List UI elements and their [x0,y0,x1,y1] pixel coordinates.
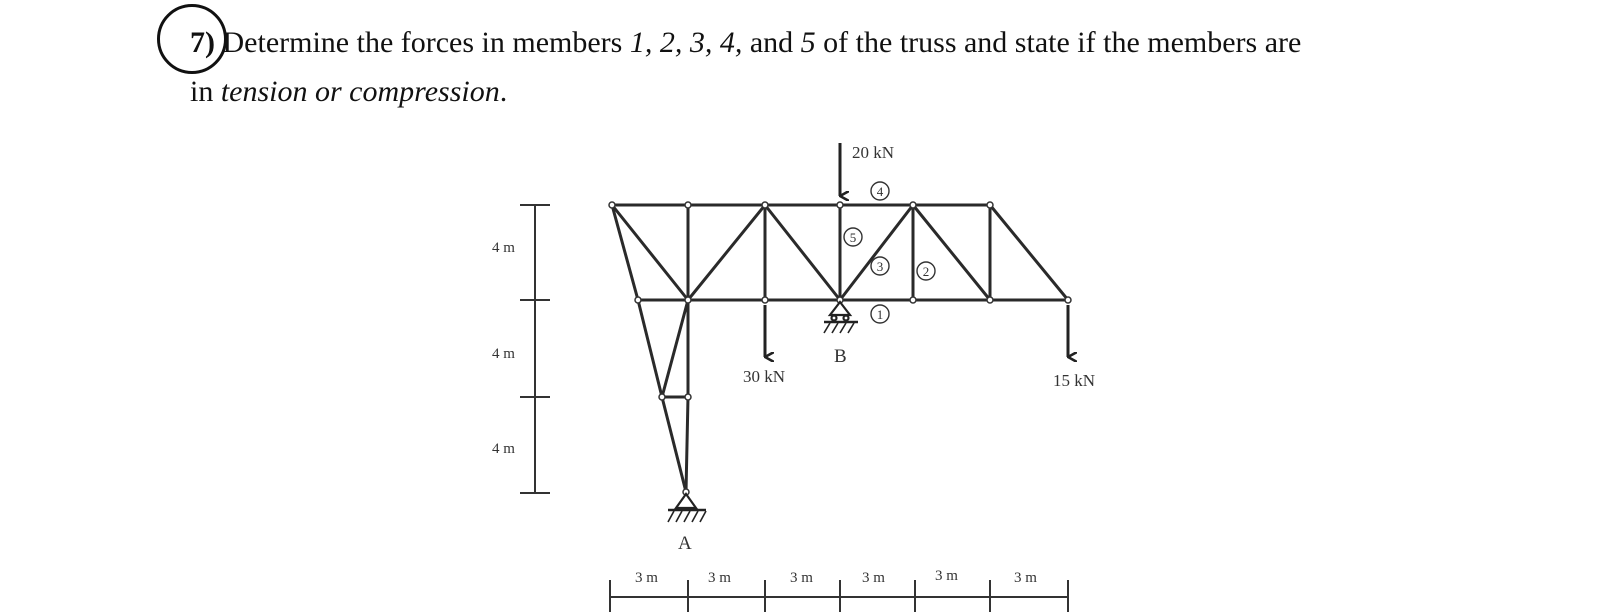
column-outer-lower [662,397,686,492]
support-label-a: A [678,533,692,554]
svg-text:5: 5 [849,230,857,245]
text-segment: and [742,26,801,59]
dim-label: 3 m [708,570,731,586]
dim-label: 3 m [1014,570,1037,586]
text-segment: . [499,75,508,108]
member-3-diagonal [840,205,913,300]
member-label-4 [871,182,889,200]
load-label-30kn: 30 kN [743,367,786,386]
column-diag-upper [662,300,688,397]
tension-or-compression: tension or compression [220,75,500,108]
dim-label: 4 m [492,346,515,362]
support-label-b: B [834,346,847,367]
text-segment: Determine the forces in members [222,26,630,59]
dim-label: 4 m [492,441,515,457]
member-label-3 [871,257,889,275]
vertical-dimension [520,205,550,493]
dim-label: 3 m [935,568,958,584]
svg-text:1: 1 [876,307,884,322]
diag-612-688 [612,205,688,300]
dim-label: 3 m [862,570,885,586]
member-five: 5 [800,26,816,59]
pin-support-a [668,494,706,522]
svg-text:2: 2 [922,264,930,279]
dim-label: 3 m [635,570,658,586]
column-outer-upper [638,300,662,397]
diag-765-840 [765,205,840,300]
diag-913-990 [913,205,990,300]
column-inner-lower [686,397,688,492]
problem-number: 7) [190,26,215,59]
vertical-dimension-labels [492,240,515,457]
text-segment: in [190,75,221,108]
horizontal-dimension [610,580,1068,612]
load-label-15kn: 15 kN [1053,371,1096,390]
dim-label: 4 m [492,240,515,256]
diag-765-688 [688,205,765,300]
svg-text:3: 3 [876,259,884,274]
horizontal-dimension-labels [635,568,1037,586]
member-label-1 [871,305,889,323]
load-label-20kn: 20 kN [852,143,895,162]
text-segment: of the truss and state if the members are [815,26,1302,59]
dim-label: 3 m [790,570,813,586]
svg-text:4: 4 [876,184,884,199]
load-arrows [765,143,1068,357]
diag-990-1068 [990,205,1068,300]
roller-support-b [824,302,858,333]
member-labels [844,182,935,323]
member-list: 1, 2, 3, 4, [629,26,743,59]
member-label-5 [844,228,862,246]
member-label-2 [917,262,935,280]
